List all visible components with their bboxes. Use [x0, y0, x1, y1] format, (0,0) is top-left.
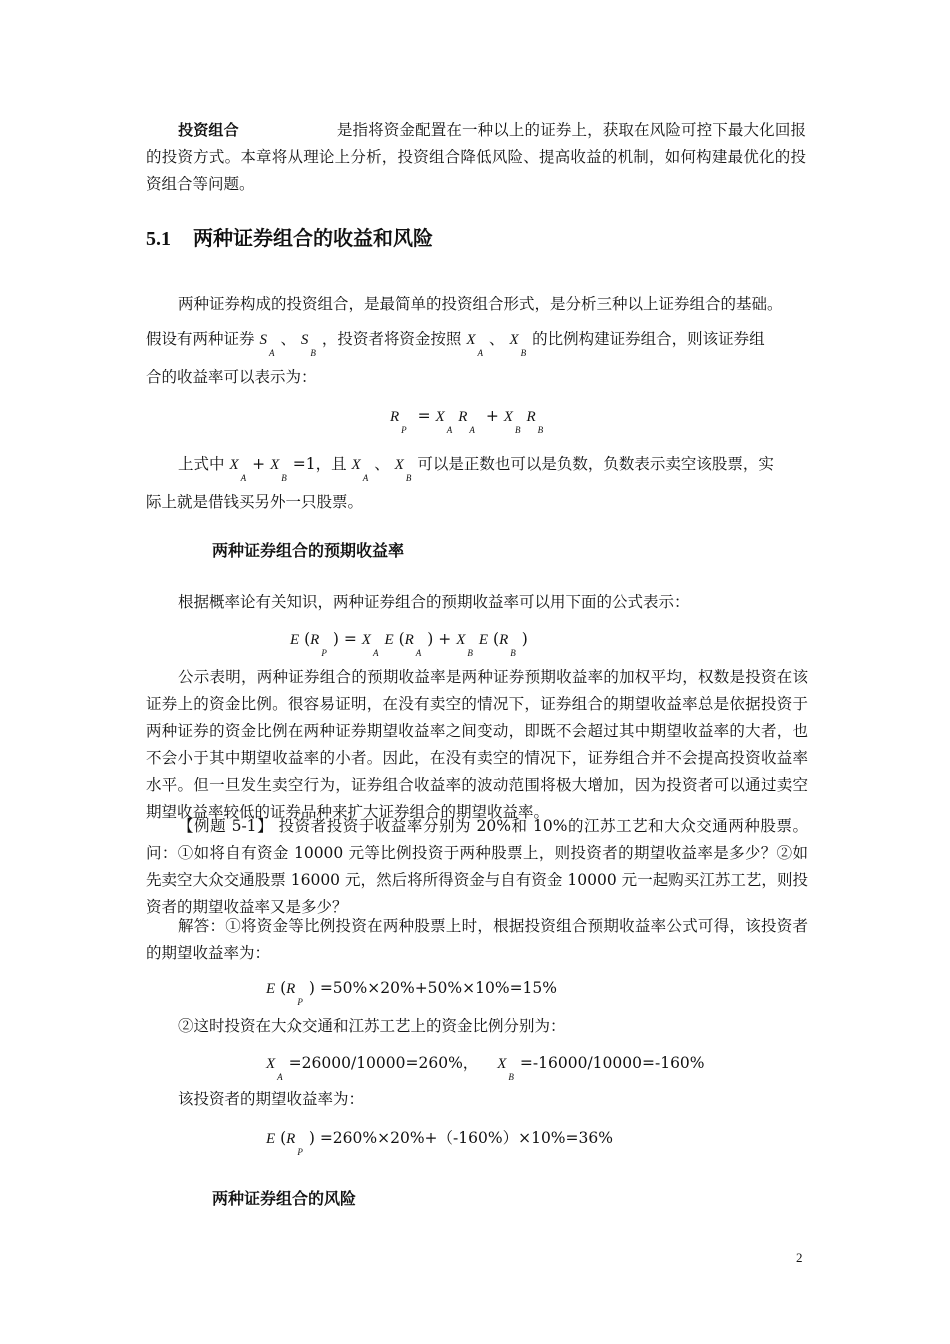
answer-text3: 该投资者的期望收益率为： — [178, 1090, 365, 1108]
para2-text2: 际上就是借钱买另外一只股票。 — [146, 493, 364, 511]
f2-rb: R — [499, 632, 509, 648]
xa-value: =26000/10000=260%， — [288, 1054, 479, 1072]
subheading-expected-return: 两种证券组合的预期收益率 — [212, 541, 405, 560]
intro-term: 投资组合 — [178, 121, 239, 139]
c1-value: ) =50%×20%+50%×10%=15% — [308, 979, 558, 997]
f2-lp: ( — [304, 630, 311, 648]
w-sub-b: B — [508, 1072, 514, 1082]
para2-line2 — [146, 489, 363, 516]
f1-rp: R — [390, 409, 400, 425]
sub-a: A — [240, 473, 247, 483]
c1-r: R — [286, 981, 296, 997]
var-xb: X — [270, 457, 280, 473]
f2-plus: + — [438, 630, 452, 648]
f2-sub-b2: B — [510, 648, 516, 658]
para2-a: 上式中 — [178, 455, 225, 473]
w-sub-a: A — [277, 1072, 283, 1082]
sub-b: B — [310, 348, 316, 358]
answer-line3 — [178, 1086, 364, 1113]
plus: + — [252, 455, 266, 473]
w-xb: X — [497, 1056, 507, 1072]
f1-sub-b2: B — [537, 425, 544, 435]
section-heading — [146, 222, 433, 251]
formula-expected-return — [290, 628, 528, 658]
sub-b: B — [281, 473, 287, 483]
sep: 、 — [374, 455, 390, 473]
para1-text1: 两种证券构成的投资组合，是最简单的投资组合形式，是分析三种以上证券组合的基础。 — [178, 295, 783, 313]
para1-text3: 合的收益率可以表示为： — [146, 368, 317, 386]
sub-a: A — [477, 348, 484, 358]
section-title: 两种证券组合的收益和风险 — [193, 226, 433, 250]
sub-b: B — [405, 473, 412, 483]
f2-rp2: ) — [427, 630, 434, 648]
para3 — [178, 589, 690, 616]
para1-text2c: 的比例构建证券组合，则该证券组 — [532, 330, 765, 348]
w-xa: X — [266, 1056, 276, 1072]
answer-paragraph — [146, 913, 808, 967]
f2-r: R — [310, 632, 320, 648]
var-xb: X — [509, 332, 519, 348]
para2-line1 — [178, 453, 774, 483]
c1-sub-p: P — [297, 997, 303, 1007]
f2-rp: ) — [332, 630, 339, 648]
f2-xb: X — [456, 632, 466, 648]
var-sa: S — [259, 332, 267, 348]
para1-line3 — [146, 364, 317, 391]
para1-text2b: ，投资者将资金按照 — [321, 330, 462, 348]
f2-sub-b: B — [467, 648, 473, 658]
c2-e: E — [266, 1131, 276, 1147]
f2-sub-p: P — [321, 648, 327, 658]
c2-lp: ( — [280, 1129, 287, 1147]
var-sb: S — [300, 332, 309, 348]
formula-portfolio-return — [390, 405, 549, 435]
para4 — [146, 664, 808, 826]
example-text: 【例题 5-1】 投资者投资于收益率分别为 20%和 10%的江苏工艺和大众交通两种股票。问：①如将自有资金 10000 元等比例投资于两种股票上，则投资者的期望收益率是多少？②如先卖空大众交通股票 16000 元，然后将所得资金与自有资金 10000 元一起购买江苏工艺，则投资者的期望收益率又是多少？ — [146, 817, 808, 916]
calc-weights — [266, 1052, 705, 1082]
f1-ra: R — [458, 409, 468, 425]
f1-sub-a2: A — [469, 425, 475, 435]
f2-ra: R — [404, 632, 414, 648]
f2-e: E — [290, 632, 300, 648]
c1-lp: ( — [280, 979, 287, 997]
para2-b: =1，且 — [292, 455, 347, 473]
sep: 、 — [489, 330, 505, 348]
var-xa: X — [229, 457, 239, 473]
para4-text: 公示表明，两种证券组合的预期收益率是两种证券预期收益率的加权平均，权数是投资在该证券上的资金比例。很容易证明，在没有卖空的情况下，证券组合的期望收益率总是依据投资于两种证券的资金比例在两种证券期望收益率之间变动，即既不会超过其中期望收益率的大者，也不会小于其中期望收益率的小者。因此，在没有卖空的情况下，证券组合并不会提高投资收益率水平。但一旦发生卖空行为，证券组合收益率的波动范围将极大增加，因为投资者可以通过卖空期望收益率较低的证券品种来扩大证券组合的期望收益率。 — [146, 668, 808, 821]
f2-sub-a: A — [372, 648, 379, 658]
c2-r: R — [286, 1131, 296, 1147]
f1-xa: X — [435, 409, 445, 425]
var-xa: X — [466, 332, 476, 348]
answer-text2: ②这时投资在大众交通和江苏工艺上的资金比例分别为： — [178, 1017, 566, 1035]
para1-line2 — [146, 328, 765, 358]
f1-plus: + — [485, 407, 499, 425]
subheading-risk: 两种证券组合的风险 — [212, 1189, 357, 1208]
f2-eb: E — [478, 632, 489, 648]
example-5-1 — [146, 813, 808, 921]
f2-sub-a2: A — [415, 648, 422, 658]
answer-line2 — [178, 1013, 566, 1040]
f2-ea: E — [384, 632, 394, 648]
answer-text: 解答：①将资金等比例投资在两种股票上时，根据投资组合预期收益率公式可得，该投资者的期望收益率为： — [146, 917, 808, 962]
sub-a: A — [268, 348, 275, 358]
var-xa: X — [351, 457, 361, 473]
f1-sub-a: A — [446, 425, 453, 435]
c2-sub-p: P — [297, 1147, 303, 1157]
intro-rest: 回报的投资方式。本章将从理论上分析，投资组合降低风险、提高收益的机制，如何构建最优化的投资组合等问题。 — [146, 121, 806, 193]
intro-paragraph — [146, 117, 806, 198]
f1-xb: X — [503, 409, 513, 425]
sub-a: A — [362, 473, 369, 483]
f2-lp3: ( — [493, 630, 500, 648]
sub-b: B — [520, 348, 527, 358]
f2-lp2: ( — [398, 630, 405, 648]
para3-text: 根据概率论有关知识，两种证券组合的预期收益率可以用下面的公式表示： — [178, 593, 690, 611]
sep: 、 — [280, 330, 296, 348]
para2-c: 可以是正数也可以是负数，负数表示卖空该股票，实 — [417, 455, 774, 473]
f2-eq: = — [343, 630, 357, 648]
f1-eq: = — [417, 407, 431, 425]
c1-e: E — [266, 981, 276, 997]
var-xb: X — [394, 457, 404, 473]
para1-line1 — [178, 291, 808, 318]
intro-line1: 是指将资金配置在一种以上的证券上，获取在风险可控下最大化 — [336, 121, 775, 139]
f2-rp3: ) — [521, 630, 528, 648]
f1-sub-p: P — [401, 425, 407, 435]
para1-text2a: 假设有两种证券 — [146, 330, 255, 348]
page-number: 2 — [796, 1250, 803, 1265]
f2-xa: X — [361, 632, 371, 648]
c2-value: ) =260%×20%+（-160%）×10%=36% — [308, 1129, 613, 1147]
f1-sub-b: B — [514, 425, 521, 435]
calc-short-sell — [266, 1127, 613, 1157]
f1-rb: R — [526, 409, 536, 425]
section-number: 5.1 — [146, 228, 171, 250]
xb-value: =-16000/10000=-160% — [519, 1054, 705, 1072]
calc-equal-weight — [266, 977, 558, 1007]
